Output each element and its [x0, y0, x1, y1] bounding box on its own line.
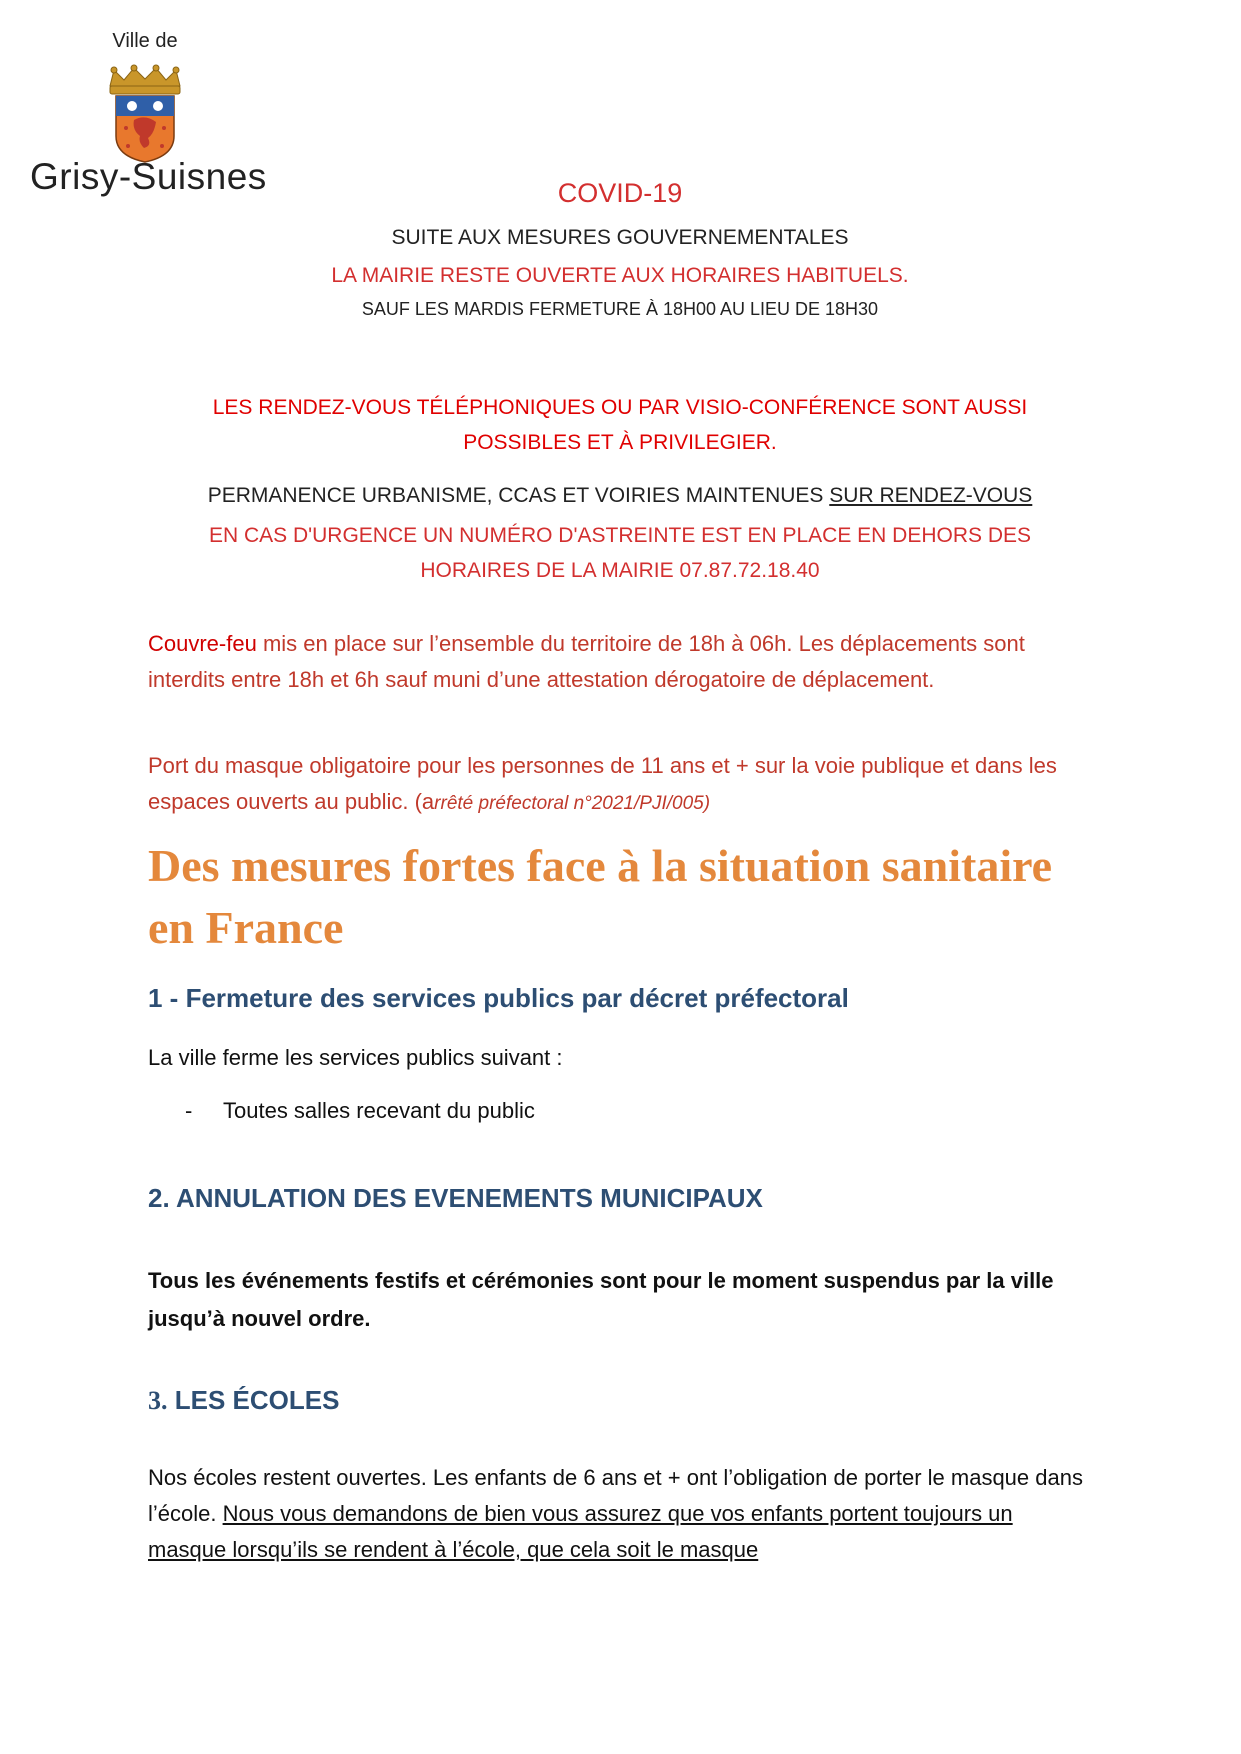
- masque-text: Port du masque obligatoire pour les personnes de 11 ans et + sur la voie publique et dans les espaces ouverts au public. (a: [148, 753, 1057, 814]
- couvre-feu-lead: Couvre-feu: [148, 631, 257, 656]
- masque-paragraph: [148, 748, 1088, 822]
- couvre-feu-text: mis en place sur l’ensemble du territoire de 18h à 06h. Les déplacements sont interdits entre 18h et 6h sauf muni d’une attestation dérogatoire de déplacement.: [148, 631, 1025, 692]
- sauf-line: SAUF LES MARDIS FERMETURE À 18H00 AU LIEU DE 18H30: [361, 299, 879, 319]
- mairie-line: LA MAIRIE RESTE OUVERTE AUX HORAIRES HABITUELS.: [331, 264, 909, 287]
- section-3-title: LES ÉCOLES: [167, 1385, 340, 1415]
- urgence-line-1: EN CAS D'URGENCE UN NUMÉRO D'ASTREINTE EST EN PLACE EN DEHORS DES: [208, 524, 1032, 547]
- ecoles-underlined-text: Nous vous demandons de bien vous assurez que vos enfants portent toujours un masque lorsqu’ils se rendent à l’école, que cela soit le masque: [148, 1501, 1013, 1562]
- rdv-line-2: POSSIBLES ET À PRIVILEGIER.: [463, 431, 777, 454]
- section-1-heading: 1 - Fermeture des services publics par décret préfectoral: [148, 983, 849, 1013]
- logo-ville-de: Ville de: [112, 30, 178, 52]
- ecoles-plain-text: Nos écoles restent ouvertes. Les enfants de 6 ans et + ont l’obligation de porter le masque dans l’école.: [148, 1465, 1083, 1526]
- permanence-text: PERMANENCE URBANISME, CCAS ET VOIRIES MAINTENUES: [207, 484, 830, 507]
- bullet-text: Toutes salles recevant du public: [223, 1098, 535, 1123]
- rdv-line-1: LES RENDEZ-VOUS TÉLÉPHONIQUES OU PAR VISIO-CONFÉRENCE SONT AUSSI: [212, 396, 1028, 419]
- suite-line: SUITE AUX MESURES GOUVERNEMENTALES: [391, 226, 849, 249]
- permanence-rdv-underlined: SUR RENDEZ-VOUS: [829, 484, 1033, 507]
- masque-reference: rrêté préfectoral n°2021/PJI/005): [434, 793, 711, 814]
- section-1-bullet: [185, 1093, 535, 1129]
- permanence-line: [150, 484, 1090, 508]
- couvre-feu-paragraph: [148, 626, 1088, 698]
- section-2-heading: 2. ANNULATION DES EVENEMENTS MUNICIPAUX: [148, 1183, 763, 1213]
- main-title: Des mesures fortes face à la situation sanitaire en France: [148, 840, 1053, 953]
- section-3-number: 3.: [148, 1386, 168, 1415]
- bullet-dash: -: [185, 1098, 193, 1123]
- covid-title: COVID-19: [557, 178, 683, 208]
- town-coat-of-arms-icon: [104, 64, 186, 164]
- section-3-heading: [148, 1385, 339, 1416]
- section-2-text: Tous les événements festifs et cérémonies sont pour le moment suspendus par la ville jusqu’à nouvel ordre.: [148, 1268, 1054, 1331]
- section-3-text: [148, 1460, 1088, 1568]
- section-1-intro: La ville ferme les services publics suivant :: [148, 1045, 563, 1070]
- urgence-line-2: HORAIRES DE LA MAIRIE 07.87.72.18.40: [420, 559, 820, 582]
- logo-town-name: Grisy-Suisnes: [30, 156, 267, 197]
